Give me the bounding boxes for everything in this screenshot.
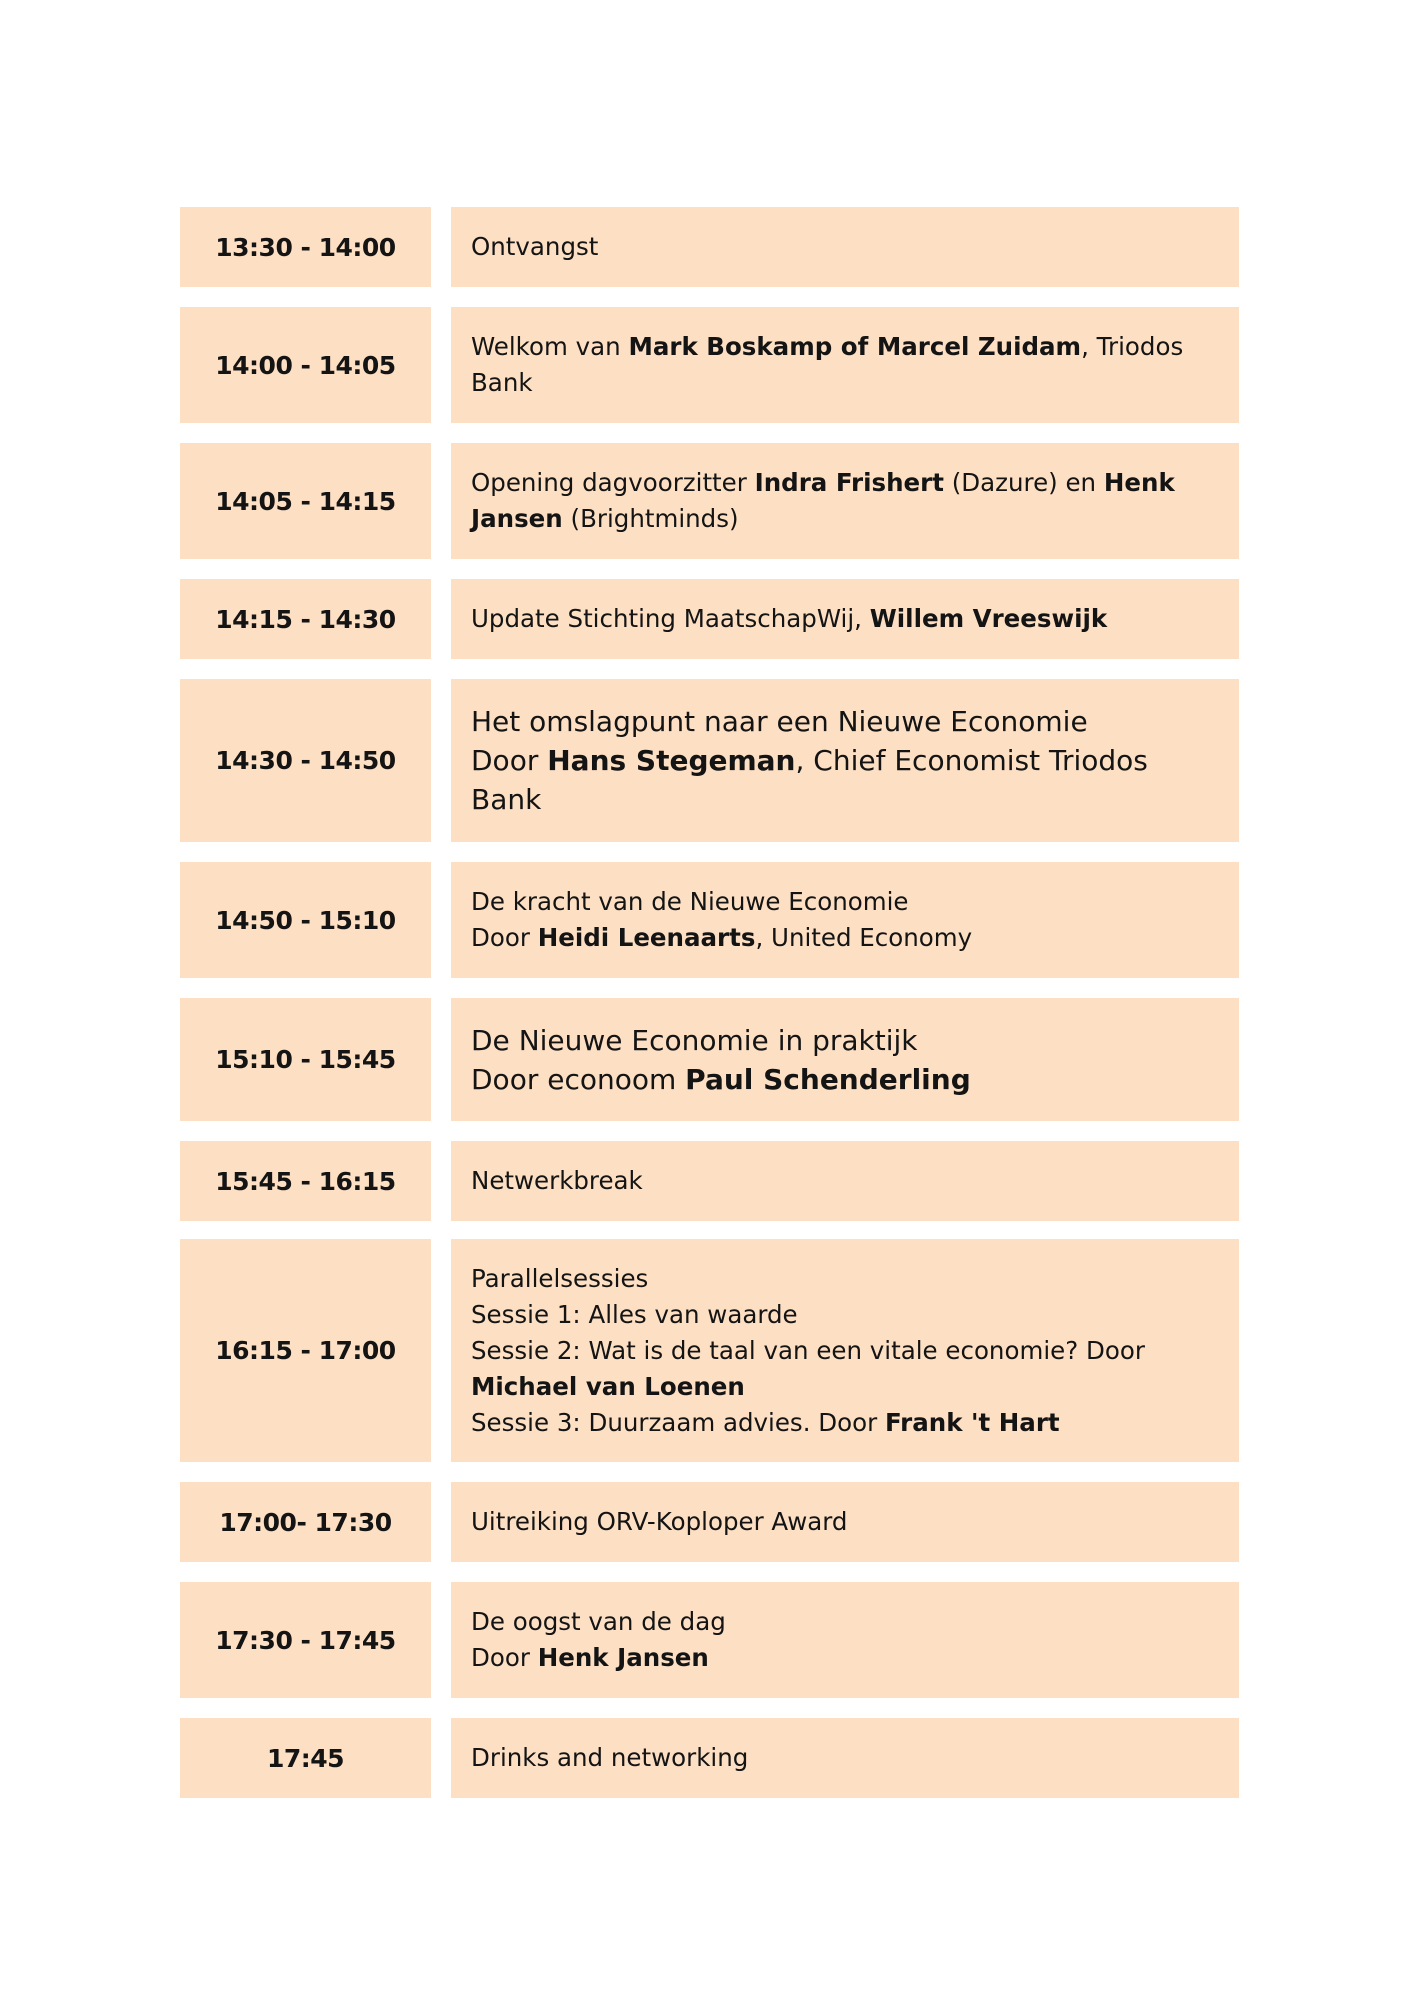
schedule-row <box>180 307 1239 423</box>
time-slot: 14:50 - 15:10 <box>180 862 431 978</box>
schedule-row <box>180 679 1239 842</box>
schedule-row <box>180 1582 1239 1698</box>
session-description <box>451 862 1239 978</box>
speaker-name: Heidi Leenaarts <box>537 923 756 952</box>
description-text: Het omslagpunt naar een Nieuwe Economie <box>471 705 1088 738</box>
description-line <box>471 920 1217 956</box>
time-slot: 13:30 - 14:00 <box>180 207 431 287</box>
description-line <box>471 329 1217 401</box>
description-line <box>471 1740 1217 1776</box>
time-slot: 17:00- 17:30 <box>180 1482 431 1562</box>
schedule-row <box>180 998 1239 1121</box>
description-text: Opening dagvoorzitter <box>471 468 755 497</box>
session-description <box>451 443 1239 559</box>
description-line <box>471 465 1217 537</box>
description-line <box>471 1604 1217 1640</box>
description-line <box>471 1021 1217 1060</box>
session-description <box>451 1582 1239 1698</box>
description-text: Netwerkbreak <box>471 1166 643 1195</box>
description-line <box>471 741 1217 819</box>
speaker-name: Willem Vreeswijk <box>869 604 1108 633</box>
description-text: , United Economy <box>755 923 973 952</box>
description-line <box>471 702 1217 741</box>
session-description <box>451 1141 1239 1221</box>
session-description <box>451 307 1239 423</box>
speaker-name: Henk Jansen <box>471 468 1175 533</box>
description-text: Sessie 2: Wat is de taal van een vitale economie? Door <box>471 1335 1145 1365</box>
speaker-name: Frank 't Hart <box>884 1407 1060 1437</box>
description-text: Parallelsessies <box>471 1263 649 1293</box>
description-text: Sessie 1: Alles van waarde <box>471 1299 798 1329</box>
description-line <box>471 1405 1217 1441</box>
session-description <box>451 998 1239 1121</box>
description-line <box>471 1060 1217 1099</box>
time-slot: 14:15 - 14:30 <box>180 579 431 659</box>
description-text: , Chief Economist Triodos Bank <box>471 744 1148 816</box>
description-line <box>471 1504 1217 1540</box>
description-text: Door econoom <box>471 1062 686 1096</box>
description-text: , Triodos Bank <box>471 332 1184 397</box>
time-slot: 15:45 - 16:15 <box>180 1141 431 1221</box>
session-description <box>451 207 1239 287</box>
schedule-row <box>180 443 1239 559</box>
description-line <box>471 1640 1217 1676</box>
schedule-row <box>180 207 1239 287</box>
session-description <box>451 1718 1239 1798</box>
time-slot: 14:30 - 14:50 <box>180 679 431 842</box>
description-text: Welkom van <box>471 332 629 361</box>
session-description <box>451 1239 1239 1462</box>
time-slot: 17:30 - 17:45 <box>180 1582 431 1698</box>
schedule-row <box>180 1141 1239 1221</box>
speaker-name: Henk Jansen <box>537 1643 709 1672</box>
description-text: (Brightminds) <box>562 504 739 533</box>
time-slot: 17:45 <box>180 1718 431 1798</box>
description-text: Door <box>471 1643 538 1672</box>
description-line <box>471 1163 1217 1199</box>
schedule-row <box>180 1482 1239 1562</box>
description-line <box>471 601 1217 637</box>
time-slot: 16:15 - 17:00 <box>180 1239 431 1462</box>
description-text: De kracht van de Nieuwe Economie <box>471 887 909 916</box>
description-text: Ontvangst <box>471 232 599 261</box>
description-text: (Dazure) en <box>943 468 1104 497</box>
description-text: Sessie 3: Duurzaam advies. Door <box>471 1407 885 1437</box>
description-text: Update Stichting MaatschapWij, <box>471 604 870 633</box>
description-text: Uitreiking ORV-Koploper Award <box>471 1507 848 1536</box>
description-text: Door <box>471 923 538 952</box>
speaker-name: Hans Stegeman <box>547 744 796 777</box>
description-line <box>471 229 1217 265</box>
description-line <box>471 884 1217 920</box>
time-slot: 15:10 - 15:45 <box>180 998 431 1121</box>
description-text: De Nieuwe Economie in praktijk <box>471 1023 918 1057</box>
speaker-name: Paul Schenderling <box>685 1062 971 1096</box>
description-line <box>471 1333 1217 1405</box>
schedule-row <box>180 1239 1239 1462</box>
description-line <box>471 1297 1217 1333</box>
description-line <box>471 1261 1217 1297</box>
speaker-name: Indra Frishert <box>754 468 944 497</box>
schedule-row <box>180 862 1239 978</box>
time-slot: 14:00 - 14:05 <box>180 307 431 423</box>
speaker-name: Michael van Loenen <box>471 1371 745 1401</box>
description-text: Drinks and networking <box>471 1743 749 1772</box>
session-description <box>451 1482 1239 1562</box>
description-text: De oogst van de dag <box>471 1607 726 1636</box>
speaker-name: Mark Boskamp of Marcel Zuidam <box>628 332 1082 361</box>
description-text: Door <box>471 744 548 777</box>
schedule-row <box>180 1718 1239 1798</box>
session-description <box>451 579 1239 659</box>
time-slot: 14:05 - 14:15 <box>180 443 431 559</box>
schedule-row <box>180 579 1239 659</box>
session-description <box>451 679 1239 842</box>
